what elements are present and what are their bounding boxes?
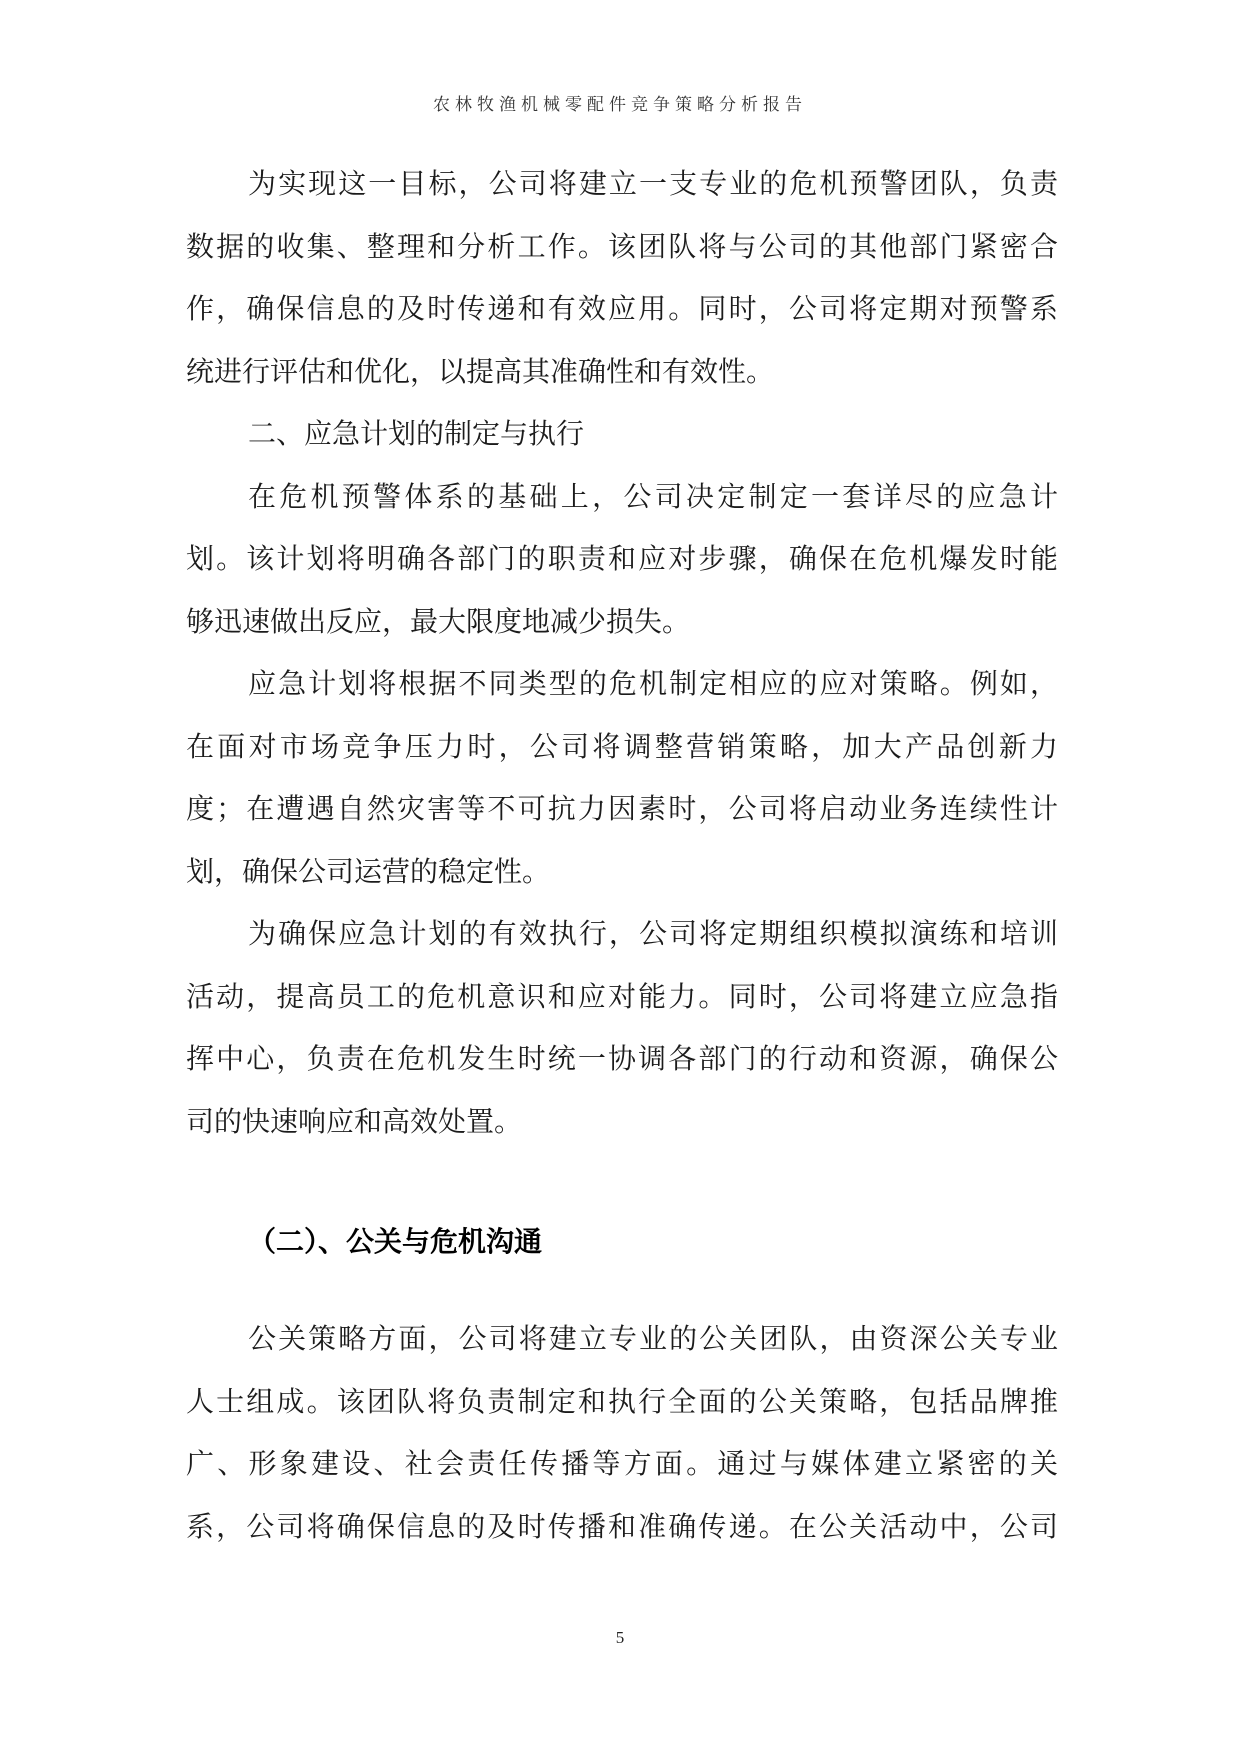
text-line: 公关策略方面，公司将建立专业的公关团队，由资深公关专业 [248,1324,1058,1355]
text-line: 划，确保公司运营的稳定性。 [186,856,551,888]
header-title: 农林牧渔机械零配件竞争策略分析报告 [433,95,807,114]
text-line: 度；在遭遇自然灾害等不可抗力因素时，公司将启动业务连续性计 [186,794,1058,825]
text-line: 人士组成。该团队将负责制定和执行全面的公关策略，包括品牌推 [186,1386,1058,1418]
text-line: 在面对市场竞争压力时，公司将调整营销策略，加大产品创新力 [186,731,1058,763]
text-line: 司的快速响应和高效处置。 [186,1106,523,1138]
text-line: 为确保应急计划的有效执行，公司将定期组织模拟演练和培训 [248,919,1058,950]
page-header [0,90,1240,115]
text-line: 活动，提高员工的危机意识和应对能力。同时，公司将建立应急指 [186,981,1058,1013]
text-line: 在危机预警体系的基础上，公司决定制定一套详尽的应急计 [248,481,1058,513]
text-line: 划。该计划将明确各部门的职责和应对步骤，确保在危机爆发时能 [186,544,1058,575]
section-heading: （二）、公关与危机沟通 [248,1227,543,1258]
text-line: 二、应急计划的制定与执行 [248,419,585,450]
document-content [186,168,1058,1573]
text-line: 广、形象建设、社会责任传播等方面。通过与媒体建立紧密的关 [186,1449,1058,1480]
text-line: 作，确保信息的及时传递和有效应用。同时，公司将定期对预警系 [186,294,1058,325]
text-line: 数据的收集、整理和分析工作。该团队将与公司的其他部门紧密合 [186,231,1058,263]
text-line: 够迅速做出反应，最大限度地减少损失。 [186,606,691,638]
page-footer [0,1628,1240,1648]
text-line: 为实现这一目标，公司将建立一支专业的危机预警团队，负责 [248,169,1058,200]
text-line: 应急计划将根据不同类型的危机制定相应的应对策略。例如， [248,669,1058,700]
text-line: 统进行评估和优化，以提高其准确性和有效性。 [186,356,775,388]
text-line: 挥中心，负责在危机发生时统一协调各部门的行动和资源，确保公 [186,1044,1058,1075]
page-number: 5 [615,1628,625,1647]
text-line: 系，公司将确保信息的及时传播和准确传递。在公关活动中，公司 [186,1511,1058,1543]
